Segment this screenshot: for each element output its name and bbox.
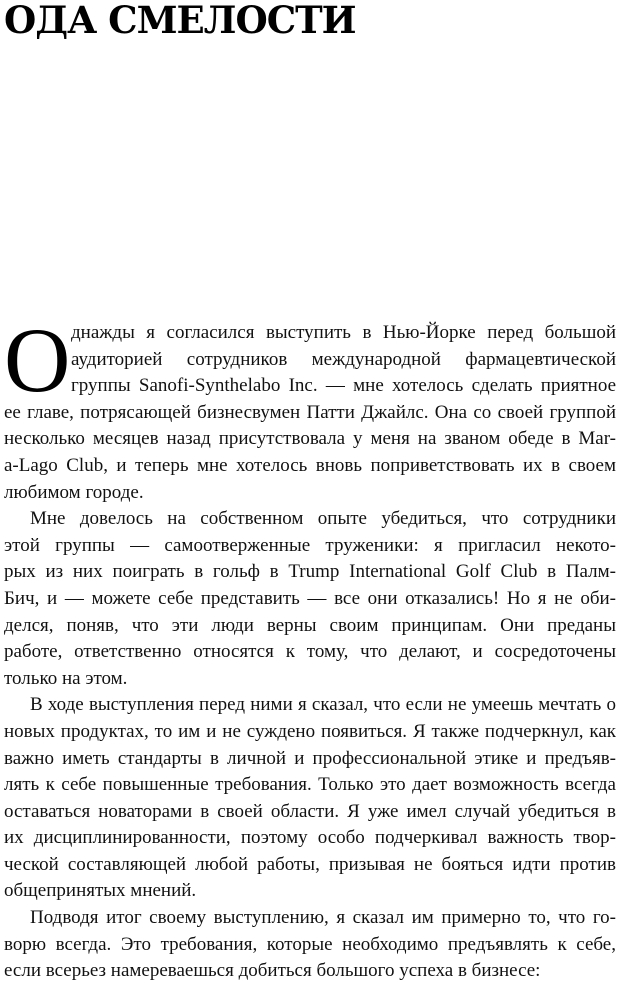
- text-line: рых из них поиграть в гольф в Trump International Golf Club в Палм-: [4, 561, 616, 583]
- text-line: В ходе выступления перед ними я сказал, что если не умеешь мечтать о: [30, 694, 616, 716]
- text-line: ворю всегда. Это требования, которые необходимо предъявлять к себе,: [4, 933, 616, 955]
- paragraph-3: [4, 692, 616, 905]
- chapter-title: ОДА СМЕЛОСТИ: [4, 0, 356, 42]
- text-line: несколько месяцев назад присутствовала у меня на званом обеде в Mar-: [4, 428, 616, 450]
- text-line: Бич, и — можете себе представить — все они отказались! Но я не оби-: [4, 587, 616, 609]
- text-line: работе, ответственно относятся к тому, что делают, и сосредоточены: [4, 641, 616, 663]
- text-line: ее главе, потрясающей бизнесвумен Патти Джайлс. Она со своей группой: [4, 401, 616, 423]
- text-line: Мне довелось на собственном опыте убедиться, что сотрудники: [30, 508, 616, 530]
- text-line: только на этом.: [4, 667, 128, 689]
- text-line: лять к себе повышенные требования. Только это дает возможность всегда: [4, 774, 616, 796]
- drop-cap: О: [4, 309, 71, 411]
- text-line: общепринятых мнений.: [4, 880, 197, 902]
- text-line: днажды я согласился выступить в Нью-Йорке перед большой: [71, 322, 616, 343]
- text-line: аудиторией сотрудников международной фармацевтической: [71, 348, 616, 370]
- text-line: их дисциплинированности, поэтому особо подчеркивал важность твор-: [4, 827, 616, 849]
- text-line: новых продуктах, то им и не суждено появиться. Я также подчеркнул, как: [4, 720, 616, 742]
- text-line: группы Sanofi-Synthelabo Inc. — мне хотелось сделать приятное: [71, 375, 616, 397]
- text-line: этой группы — самоотверженные труженики: я пригласил некото-: [4, 534, 616, 556]
- text-line: ческой составляющей любой работы, призывая не бояться идти против: [4, 853, 616, 875]
- paragraph-4: [4, 905, 616, 985]
- text-line: Подводя итог своему выступлению, я сказал им примерно то, что го-: [30, 907, 616, 929]
- text-line: делся, поняв, что эти люди верны своим принципам. Они преданы: [4, 614, 616, 636]
- text-line: любимом городе.: [4, 481, 144, 503]
- text-line: важно иметь стандарты в личной и профессиональной этике и предъяв-: [4, 747, 616, 769]
- text-line: a-Lago Club, и теперь мне хотелось вновь поприветствовать их в своем: [4, 454, 616, 476]
- paragraph-1: [4, 309, 616, 506]
- text-line: оставаться новаторами в своей области. Я уже имел случай убедиться в: [4, 800, 616, 822]
- paragraph-2: [4, 506, 616, 692]
- body-text: [4, 309, 616, 985]
- text-line: если всерьез намереваешься добиться большого успеха в бизнесе:: [4, 960, 541, 982]
